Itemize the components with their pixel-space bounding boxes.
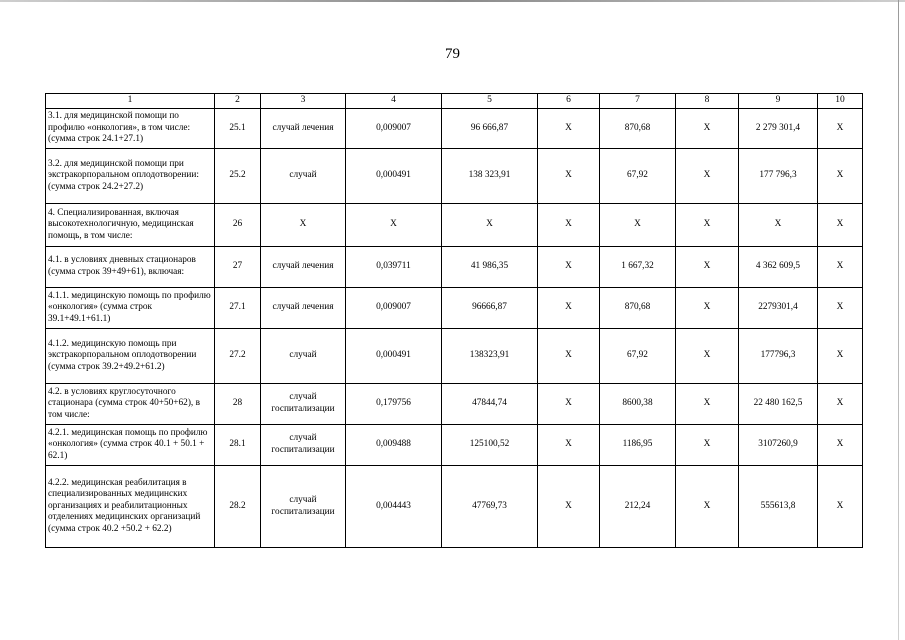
- table-cell: Х: [346, 204, 442, 247]
- table-cell: Х: [676, 247, 739, 288]
- table-cell: 0,009488: [346, 425, 442, 466]
- unit-cell: случай лечения: [261, 288, 346, 329]
- table-cell: Х: [739, 204, 818, 247]
- header-cell: 1: [46, 94, 215, 109]
- row-name-cell: 4. Специализированная, включая высокотехнологичную, медицинская помощь, в том числе:: [46, 204, 215, 247]
- data-table: [45, 93, 863, 548]
- row-number-cell: 28.2: [215, 466, 261, 548]
- header-cell: 7: [600, 94, 676, 109]
- table-cell: 22 480 162,5: [739, 384, 818, 425]
- table-cell: 41 986,35: [442, 247, 538, 288]
- table-cell: 1186,95: [600, 425, 676, 466]
- row-number-cell: 27.2: [215, 329, 261, 384]
- row-name-cell: 4.2.1. медицинская помощь по профилю «онкология» (сумма строк 40.1 + 50.1 + 62.1): [46, 425, 215, 466]
- scan-right-edge: [898, 0, 899, 640]
- table-cell: Х: [818, 204, 863, 247]
- table-cell: Х: [676, 425, 739, 466]
- table-cell: Х: [538, 384, 600, 425]
- unit-cell: случай госпитализации: [261, 466, 346, 548]
- row-name-cell: 3.1. для медицинской помощи по профилю «онкология», в том числе: (сумма строк 24.1+27.1): [46, 109, 215, 149]
- table-cell: 2 279 301,4: [739, 109, 818, 149]
- table-cell: Х: [818, 425, 863, 466]
- table-cell: Х: [818, 329, 863, 384]
- row-name-cell: 4.2. в условиях круглосуточного стационара (сумма строк 40+50+62), в том числе:: [46, 384, 215, 425]
- table-cell: 47769,73: [442, 466, 538, 548]
- table-row: [46, 149, 863, 204]
- table-cell: Х: [538, 466, 600, 548]
- table-cell: Х: [818, 384, 863, 425]
- table-cell: Х: [818, 149, 863, 204]
- table-cell: 138 323,91: [442, 149, 538, 204]
- table-cell: 0,000491: [346, 149, 442, 204]
- table-cell: Х: [676, 384, 739, 425]
- table-cell: 96 666,87: [442, 109, 538, 149]
- table-cell: 212,24: [600, 466, 676, 548]
- header-cell: 8: [676, 94, 739, 109]
- table-row: [46, 109, 863, 149]
- table-cell: 555613,8: [739, 466, 818, 548]
- table-row: [46, 329, 863, 384]
- row-number-cell: 26: [215, 204, 261, 247]
- table-row: [46, 204, 863, 247]
- table-cell: Х: [676, 329, 739, 384]
- page-number: 79: [445, 46, 460, 62]
- row-number-cell: 27: [215, 247, 261, 288]
- row-number-cell: 27.1: [215, 288, 261, 329]
- unit-cell: случай лечения: [261, 109, 346, 149]
- table-cell: Х: [818, 288, 863, 329]
- table-cell: Х: [818, 466, 863, 548]
- table-cell: 47844,74: [442, 384, 538, 425]
- table-cell: Х: [442, 204, 538, 247]
- row-number-cell: 25.2: [215, 149, 261, 204]
- header-cell: 9: [739, 94, 818, 109]
- header-cell: 10: [818, 94, 863, 109]
- table-cell: Х: [676, 288, 739, 329]
- header-cell: 2: [215, 94, 261, 109]
- table-header-row: [46, 94, 863, 109]
- table-cell: 96666,87: [442, 288, 538, 329]
- table-cell: Х: [676, 204, 739, 247]
- row-name-cell: 4.1.1. медицинскую помощь по профилю «онкология» (сумма строк 39.1+49.1+61.1): [46, 288, 215, 329]
- table-cell: 0,009007: [346, 288, 442, 329]
- header-cell: 3: [261, 94, 346, 109]
- table-cell: Х: [818, 109, 863, 149]
- unit-cell: случай госпитализации: [261, 384, 346, 425]
- table-cell: 870,68: [600, 288, 676, 329]
- table-row: [46, 384, 863, 425]
- row-name-cell: 4.1.2. медицинскую помощь при экстракорпоральном оплодотворении (сумма строк 39.2+49.2+61.2): [46, 329, 215, 384]
- table-cell: 0,004443: [346, 466, 442, 548]
- table-cell: 3107260,9: [739, 425, 818, 466]
- row-number-cell: 25.1: [215, 109, 261, 149]
- table-cell: Х: [818, 247, 863, 288]
- table-cell: 177 796,3: [739, 149, 818, 204]
- table-cell: 0,009007: [346, 109, 442, 149]
- table-row: [46, 425, 863, 466]
- table-cell: 8600,38: [600, 384, 676, 425]
- table-cell: 2279301,4: [739, 288, 818, 329]
- header-cell: 5: [442, 94, 538, 109]
- unit-cell: Х: [261, 204, 346, 247]
- table-row: [46, 466, 863, 548]
- table-cell: 125100,52: [442, 425, 538, 466]
- unit-cell: случай: [261, 329, 346, 384]
- table-cell: 0,179756: [346, 384, 442, 425]
- unit-cell: случай госпитализации: [261, 425, 346, 466]
- table-cell: Х: [538, 425, 600, 466]
- table-row: [46, 247, 863, 288]
- table-cell: 1 667,32: [600, 247, 676, 288]
- table-cell: 67,92: [600, 329, 676, 384]
- table-cell: 177796,3: [739, 329, 818, 384]
- scan-top-edge: [0, 0, 905, 2]
- table-cell: Х: [676, 109, 739, 149]
- table-cell: Х: [538, 247, 600, 288]
- row-name-cell: 3.2. для медицинской помощи при экстракорпоральном оплодотворении: (сумма строк 24.2+27.2): [46, 149, 215, 204]
- table-cell: 0,039711: [346, 247, 442, 288]
- header-cell: 6: [538, 94, 600, 109]
- table-cell: Х: [538, 149, 600, 204]
- table-cell: 67,92: [600, 149, 676, 204]
- row-name-cell: 4.1. в условиях дневных стационаров (сумма строк 39+49+61), включая:: [46, 247, 215, 288]
- table-cell: Х: [600, 204, 676, 247]
- table-cell: Х: [676, 149, 739, 204]
- table-cell: 138323,91: [442, 329, 538, 384]
- header-cell: 4: [346, 94, 442, 109]
- table-cell: Х: [538, 109, 600, 149]
- row-name-cell: 4.2.2. медицинская реабилитация в специализированных медицинских организациях и реабилитационных отделениях медицинских организаций (сумма строк 40.2 +50.2 + 62.2): [46, 466, 215, 548]
- table-cell: Х: [676, 466, 739, 548]
- unit-cell: случай: [261, 149, 346, 204]
- table-cell: Х: [538, 204, 600, 247]
- row-number-cell: 28: [215, 384, 261, 425]
- table-cell: 0,000491: [346, 329, 442, 384]
- table-cell: 870,68: [600, 109, 676, 149]
- table-row: [46, 288, 863, 329]
- table-cell: Х: [538, 329, 600, 384]
- table-cell: 4 362 609,5: [739, 247, 818, 288]
- unit-cell: случай лечения: [261, 247, 346, 288]
- row-number-cell: 28.1: [215, 425, 261, 466]
- table-cell: Х: [538, 288, 600, 329]
